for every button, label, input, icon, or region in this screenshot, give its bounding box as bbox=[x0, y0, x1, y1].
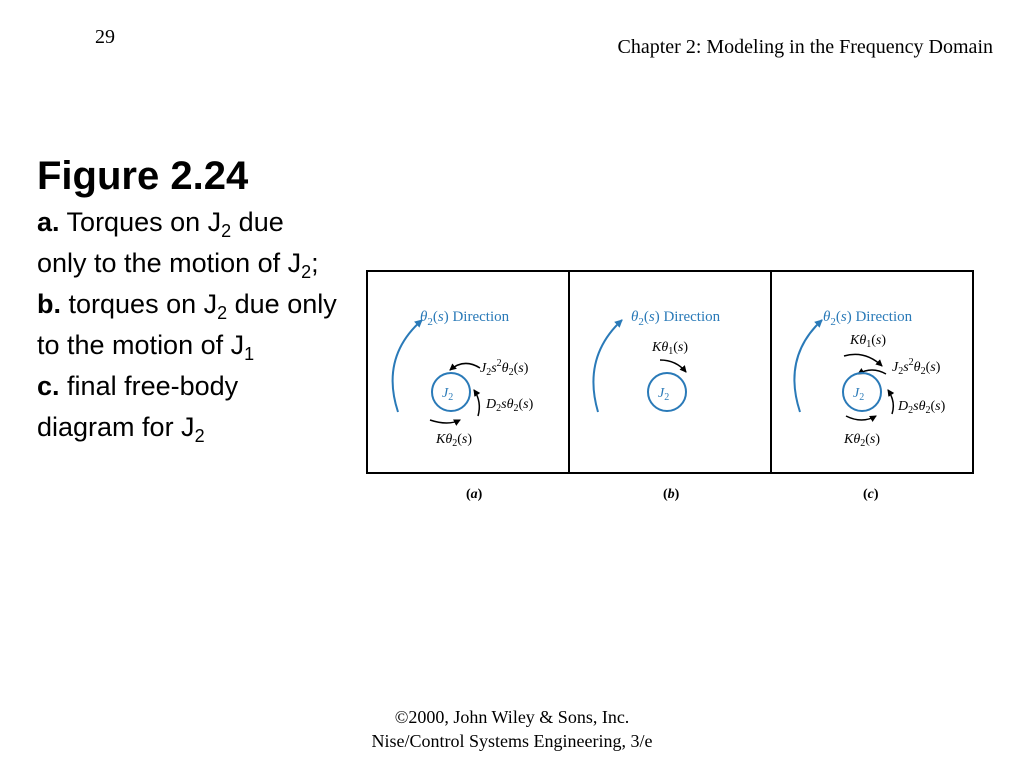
inertia-label: $J_2$ bbox=[442, 386, 454, 403]
caption-body bbox=[37, 202, 337, 448]
inertia-label: $J_2$ bbox=[658, 386, 670, 403]
page-number: 29 bbox=[95, 26, 115, 48]
direction-arrow bbox=[794, 320, 822, 412]
part-b-sub: 2 bbox=[217, 303, 228, 323]
part-c-label: c. bbox=[37, 371, 60, 401]
panel-label-a: (a) bbox=[466, 487, 483, 502]
footer bbox=[0, 705, 1024, 753]
part-a-text2: due only to the motion of J bbox=[37, 207, 302, 278]
torque-label: $D_2s\theta_2(s)$ bbox=[898, 399, 946, 416]
free-body-diagram bbox=[360, 262, 980, 512]
torque-arrow bbox=[846, 416, 876, 420]
panel-b bbox=[593, 309, 720, 412]
torque-label: $J_2s^2\theta_2(s)$ bbox=[892, 357, 941, 377]
part-a-sub: 2 bbox=[221, 221, 232, 241]
copyright-line: ©2000, John Wiley & Sons, Inc. bbox=[394, 707, 630, 727]
chapter-header: Chapter 2: Modeling in the Frequency Domain bbox=[617, 36, 993, 58]
part-b-label: b. bbox=[37, 289, 61, 319]
inertia-label: $J_2$ bbox=[853, 386, 865, 403]
book-line: Nise/Control Systems Engineering, 3/e bbox=[371, 731, 653, 751]
figure-title: Figure 2.24 bbox=[37, 154, 249, 198]
direction-arrow bbox=[593, 320, 622, 412]
torque-label: $D_2s\theta_2(s)$ bbox=[486, 397, 534, 414]
torque-arrow bbox=[660, 360, 686, 372]
part-b-sub2: 1 bbox=[244, 344, 255, 364]
part-b-text: torques on J bbox=[68, 289, 218, 319]
torque-label: $K\theta_2(s)$ bbox=[436, 432, 473, 449]
figure-2-24 bbox=[360, 262, 980, 517]
direction-label: $\theta_2(s)$ Direction bbox=[631, 309, 721, 328]
torque-arrow bbox=[844, 354, 882, 366]
part-a-text: Torques on J bbox=[66, 207, 222, 237]
part-a-label: a. bbox=[37, 207, 60, 237]
panel-label-b: (b) bbox=[663, 487, 680, 502]
torque-arrow bbox=[888, 390, 893, 414]
torque-label: $K\theta_1(s)$ bbox=[850, 333, 887, 350]
panel-c bbox=[794, 309, 945, 449]
part-a-sub2: 2 bbox=[301, 262, 312, 282]
torque-arrow bbox=[430, 420, 460, 423]
torque-arrow bbox=[474, 390, 479, 416]
direction-arrow bbox=[393, 320, 422, 412]
panel-a bbox=[393, 309, 534, 449]
panel-label-c: (c) bbox=[863, 487, 879, 502]
torque-label: $K\theta_2(s)$ bbox=[844, 432, 881, 449]
part-c-sub: 2 bbox=[194, 426, 205, 446]
part-b-text2: due only to the motion of J bbox=[37, 289, 337, 360]
part-c-text: final free-body diagram for J bbox=[37, 371, 239, 442]
torque-label: $J_2s^2\theta_2(s)$ bbox=[480, 358, 529, 378]
figure-caption bbox=[37, 150, 337, 448]
torque-arrow bbox=[450, 363, 480, 370]
direction-label: $\theta_2(s)$ Direction bbox=[823, 309, 913, 328]
part-a-end: ; bbox=[311, 248, 319, 278]
torque-label: $K\theta_1(s)$ bbox=[652, 340, 689, 357]
direction-label: $\theta_2(s)$ Direction bbox=[420, 309, 510, 328]
